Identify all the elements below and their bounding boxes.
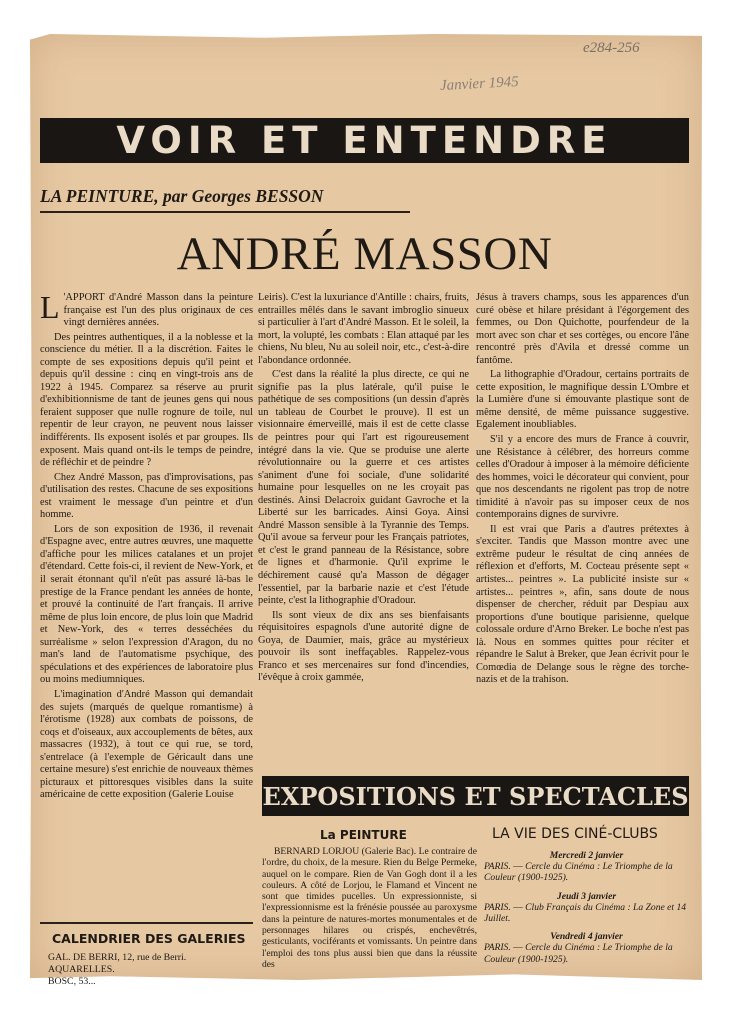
article-paragraph: Jésus à travers champs, sous les apparences d'un curé obèse et hilare présidant à l'égorgement des femmes, ou Don Quichotte, pourfendeur de la mort avec son char et ses cortèges, ou encore l'âne rencontré près d'Avila et dressé comme un fantôme. [476, 292, 689, 366]
article-paragraph: L 'APPORT d'André Masson dans la peinture française est l'un des plus originaux de ces vingt dernières années. [40, 292, 253, 329]
cine-program: PARIS. — Cercle du Cinéma : Le Triomphe de la Couleur (1900-1925). [484, 942, 673, 965]
review-paragraph: BERNARD LORJOU (Galerie Bac). Le contraire de l'ordre, du choix, de la mesure. Rien du Belge Permeke, auquel on le compare. Rien de Van Gogh dont il a les couleurs. A côté de Lorjou, le Flamand et Vincent ne sont que timides pucelles. Un expressionniste, si l'expressionnisme est la frénésie poussée au paroxysme dans la peinture de natures-mortes monumentales et de personnages hilares ou crispés, enchevêtrés, gesticulants, vociférants et vomissants. Un peintre dans l'emploi des tons plus aussi bien que dans la réussite des [262, 846, 477, 970]
article-column-2 [258, 292, 469, 774]
article-paragraph: La lithographie d'Oradour, certains portraits de cette exposition, le magnifique dessin L'Ombre et la Lumière d'une si émouvante plastique sont de même densité, de même puissance suggestive. Egalement inoubliables. [476, 369, 689, 431]
handwritten-date-note: Janvier 1945 [439, 73, 520, 95]
calendar-line: GAL. DE BERRI, 12, rue de Berri. AQUARELLES. [48, 952, 187, 975]
article-paragraph: L'imagination d'André Masson qui demandait des sujets (marqués de quelque romantisme) à l'érotisme (1928) aux combats de poissons, de coqs et d'oiseaux, aux accouplements de bêtes, aux massacres (1932), à tout ce qui rue, se tord, s'entrelace (à l'exemple de Géricault dans une certaine mesure) s'est enrichie de nouveaux thèmes picturaux et pittoresques visibles dans la suite américaine de cette exposition (Galerie Louise [40, 688, 253, 801]
subtitle-underline [40, 211, 410, 213]
peinture-heading: La PEINTURE [320, 828, 407, 842]
cine-clubs-heading: LA VIE DES CINÉ-CLUBS [492, 826, 658, 842]
section-banner: VOIR ET ENTENDRE [40, 118, 689, 163]
article-paragraph: Des peintres authentiques, il a la noblesse et la conscience du métier. Il a la discrétion. Faites le compte de ses expositions depuis qu'il peint et depuis qu'il dessine : cinq en vingt-trois ans de 1922 à 1945. Comparez sa réserve au prurit d'exhibitionnisme de tant de jeunes gens qui nous feraient supposer que nulle rognure de toile, nul repentir de leur crayon, ne peuvent nous laisser indifférents. Ils exposent isolés et par groupes. Ils exposent. Mais quand ont-ils le temps de peindre, de réfléchir et de peindre ? [40, 331, 253, 469]
article-headline: ANDRÉ MASSON [176, 228, 553, 280]
calendar-divider [40, 922, 253, 924]
cine-day: Mercredi 2 janvier [549, 850, 624, 861]
cine-day-entry [484, 931, 689, 965]
calendar-line: BOSC, 53... [48, 976, 96, 987]
expositions-banner: EXPOSITIONS ET SPECTACLES [262, 776, 689, 816]
article-paragraph: Ils sont vieux de dix ans ses bienfaisants réquisitoires espagnols d'une autorité digne de Goya, de Daumier, mais, grâce au mystérieux pouvoir ils sont ineffaçables. Rappelez-vous Franco et ses mercenaires sur fond d'incendies, l'évêque à croix gammée, [258, 609, 469, 684]
article-paragraph: C'est dans la réalité la plus directe, ce qui ne signifie pas la plus latérale, qu'il puise le pathétique de ses compositions (un dessin d'après un tableau de Courbet le prouve). Il est un visionnaire émerveillé, mais il est de cette classe de peintres pour qui l'art est rigoureusement intégré dans la vie. Que se produise une alerte révolutionnaire ou la guerre et ces artistes s'animent d'une foi sociale, d'une solidarité humaine pour lesquelles on ne les croyait pas destinés. Ainsi Delacroix guidant Gavroche et la Liberté sur les barricades. Ainsi Goya. Ainsi André Masson sensible à la Tyrannie des Temps. Qu'il avoue sa ferveur pour les Français patriotes, et c'est le grand panneau de la Résistance, sobre de lignes et d'harmonie. Qu'il exprime le déchirement causé qu'a Masson de dégager l'essentiel, par la barbarie nazie et c'est l'étude peinte, c'est la lithographie d'Oradour. [258, 369, 469, 607]
drop-cap: L [40, 292, 60, 325]
peinture-review [262, 846, 477, 970]
cine-program: PARIS. — Club Français du Cinéma : La Zone et 14 Juillet. [484, 901, 687, 925]
article-column-3 [476, 292, 689, 764]
calendar-listing [48, 952, 253, 988]
article-paragraph: Leiris). C'est la luxuriance d'Antille : chairs, fruits, entrailles mêlés dans le savant imbroglio sinueux si particulier à l'art d'André Masson. Et le soleil, la mort, la volupté, les combats : Elan attaqué par les chiens, Nu bleu, Nu au soleil noir, etc., c'est-à-dire l'abondance ordonnée. [258, 292, 469, 366]
article-paragraph: Il est vrai que Paris a d'autres prétextes à s'exciter. Tandis que Masson montre avec une extrême pudeur le résultat de cinq années de réflexion et d'efforts, M. Cocteau présente sept « artistes... peintres ». La publicité insiste sur « artistes... peintres », afin, sans doute de nous dispenser de chercher, réduit par Despiau aux proportions d'une boutique parisienne, quelque colossale ordure d'Arno Breker. Le boche n'est pas là. Nous en sommes quittes pour réciter et répandre le Salut à Breker, que Jean écrivit pour le Comœdia de Delange sous le règne des torche-nazis et de la trahison. [476, 523, 689, 686]
archive-reference-note: e284-256 [583, 40, 640, 56]
article-subtitle: LA PEINTURE, par Georges BESSON [40, 186, 324, 206]
cine-day: Vendredi 4 janvier [550, 931, 623, 943]
cine-clubs-listing [484, 850, 689, 972]
article-paragraph: Lors de son exposition de 1936, il revenait d'Espagne avec, entre autres œuvres, une maquette d'affiche pour les milices catalanes et un projet d'étendard. Cette fois-ci, il revient de New-York, et il serait étonnant qu'il n'eût pas assuré là-bas le prestige de la France pendant les années de honte, et prouvé la continuité de l'art français. Il arrive même de plus loin encore, de plus loin que Madrid et New-York, des « terres desséchées du surréalisme » selon l'expression d'Aragon, du no man's land de l'automatisme psychique, des spéculations et des expériences de laboratoire plus ou moins mediumniques. [40, 523, 253, 686]
article-paragraph: S'il y a encore des murs de France à couvrir, une Résistance à célébrer, des horreurs comme celles d'Oradour à imposer à la mémoire déficiente des hommes, voici le décorateur qui convient, pour que nos descendants ne rigolent pas trop de notre timidité à n'avoir pas su imposer ceux de nos contemporains dignes de survivre. [476, 434, 689, 521]
calendar-title: CALENDRIER DES GALERIES [52, 931, 246, 946]
cine-day-entry [484, 891, 689, 925]
cine-program: PARIS. — Cercle du Cinéma : Le Triomphe de la Couleur (1900-1925). [484, 861, 673, 884]
cine-day: Jeudi 3 janvier [556, 890, 617, 902]
cine-day-entry [484, 850, 689, 884]
article-paragraph: Chez André Masson, pas d'improvisations, pas d'utilisation des restes. Chacune de ses expositions est vraiment le message d'un peintre et d'un homme. [40, 471, 253, 521]
article-column-1 [40, 292, 253, 924]
